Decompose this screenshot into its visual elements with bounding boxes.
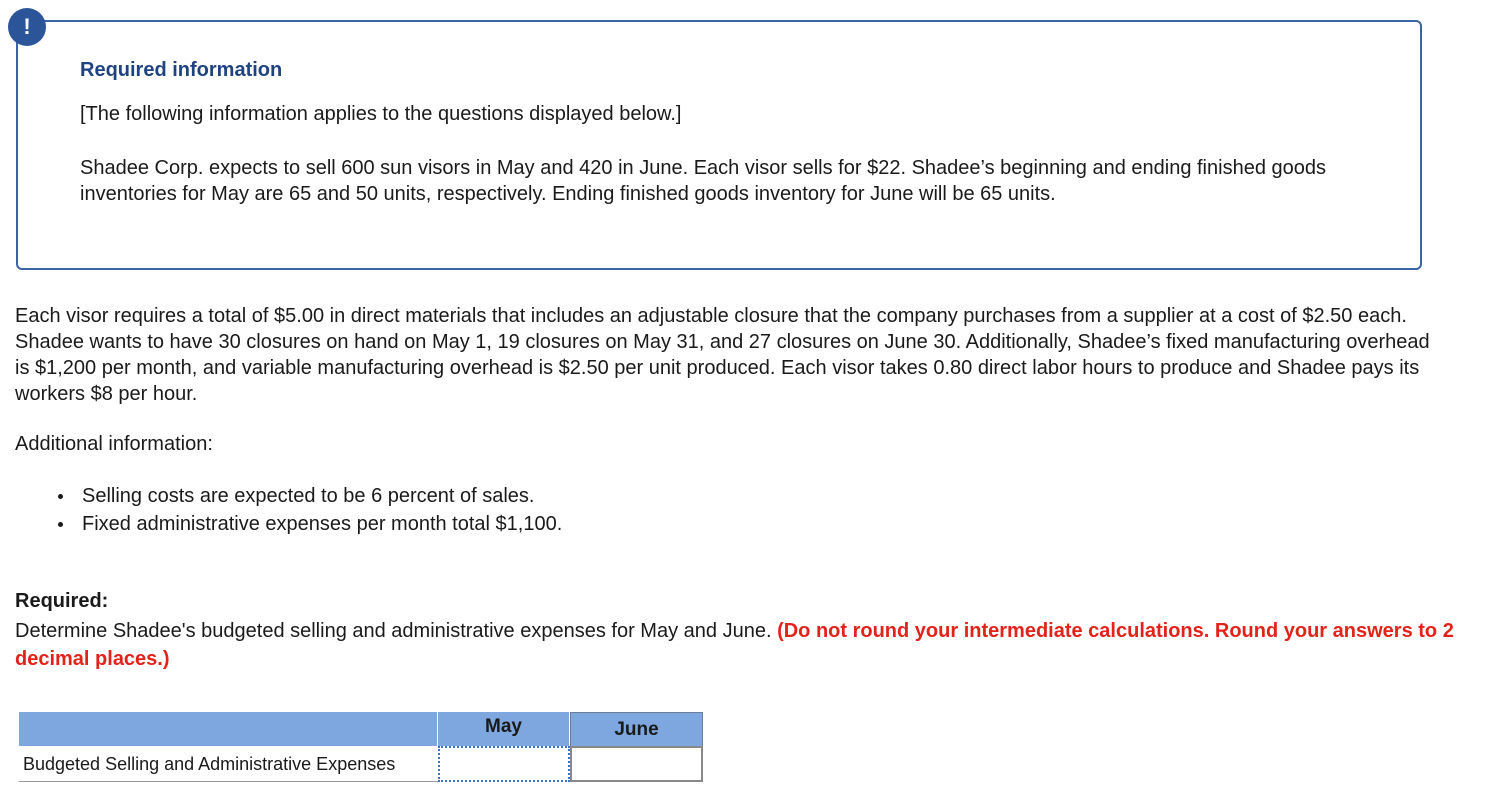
list-item: [48, 510, 562, 538]
info-title: Required information: [80, 59, 283, 81]
column-header-may: May: [438, 712, 570, 746]
required-label: Required:: [15, 590, 109, 612]
required-question: [15, 617, 1455, 673]
exclamation-icon: !: [8, 8, 46, 46]
info-body: Shadee Corp. expects to sell 600 sun visors in May and 420 in June. Each visor sells for $22. Shadee’s beginning and ending finished goods inventories for May are 65 and 50 units, respectively. Ending finished goods inventory for June will be 65 units.: [80, 157, 1326, 205]
problem-paragraph: Each visor requires a total of $5.00 in direct materials that includes an adjustable closure that the company purchases from a supplier at a cost of $2.50 each. Shadee wants to have 30 closures on hand on May 1, 19 closures on May 31, and 27 closures on June 30. Additionally, Shadee’s fixed manufacturing overhead is $1,200 per month, and variable manufacturing overhead is $2.50 per unit produced. Each visor takes 0.80 direct labor hours to produce and Shadee pays its workers $8 per hour.: [15, 305, 1430, 405]
list-item-text: Selling costs are expected to be 6 percent of sales.: [82, 485, 535, 507]
list-item-text: Fixed administrative expenses per month total $1,100.: [82, 513, 563, 535]
answer-table: [19, 712, 703, 782]
bullet-icon: [58, 494, 63, 499]
may-expenses-input[interactable]: [438, 746, 570, 782]
additional-information-label: Additional information:: [15, 433, 213, 455]
required-information-box: [16, 20, 1422, 270]
column-header-june: June: [570, 712, 703, 746]
table-row: [19, 746, 703, 782]
june-expenses-input[interactable]: [570, 746, 703, 782]
question-text: Determine Shadee's budgeted selling and administrative expenses for May and June.: [15, 620, 772, 642]
rounding-instruction: (Do not round your intermediate calculations. Round your answers to 2 decimal places.): [15, 620, 1454, 670]
additional-information-list: [48, 482, 562, 538]
row-label: Budgeted Selling and Administrative Expenses: [19, 746, 438, 782]
bullet-icon: [58, 522, 63, 527]
table-header-row: [19, 712, 703, 746]
list-item: [48, 482, 562, 510]
info-subtitle: [The following information applies to the questions displayed below.]: [80, 103, 682, 125]
header-blank-cell: [19, 712, 438, 746]
